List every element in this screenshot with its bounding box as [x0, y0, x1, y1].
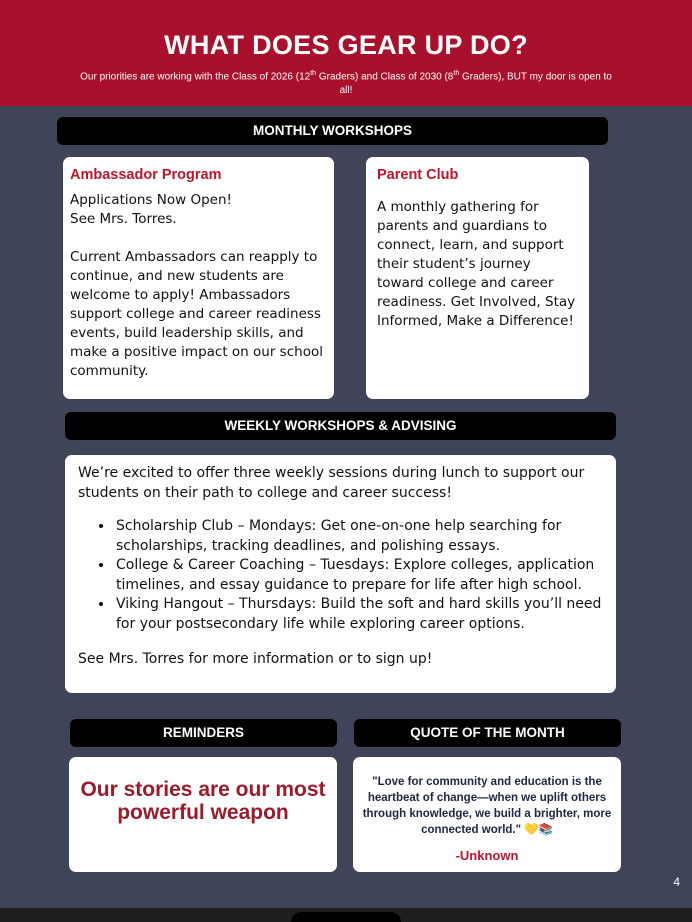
list-item: • Viking Hangout – Thursdays: Build the soft and hard skills you’ll need for your postsecondary life while exploring career options. [114, 595, 602, 634]
ambassador-program-text: Applications Now Open! See Mrs. Torres. Current Ambassadors can reapply to continue, and new students are welcome to apply! Ambassadors support college and career readiness events, build leadership skills, and make a positive impact on our school community. [70, 192, 323, 379]
list-item: • College & Career Coaching – Tuesdays: Explore colleges, application timelines, and essay guidance to prepare for life after high school. [114, 556, 602, 595]
reminders-heading: REMINDERS [70, 719, 337, 747]
page-subtitle: Our priorities are working with the Class of 2026 (12th Graders) and Class of 2030 (8th Graders), BUT my door is open to all! [80, 70, 612, 97]
parent-club-card [366, 157, 589, 399]
page-number: 4 [673, 875, 680, 889]
ambassador-program-card [63, 157, 334, 399]
reminders-text: Our stories are our most powerful weapon [80, 778, 326, 824]
quote-heading: QUOTE OF THE MONTH [354, 719, 621, 747]
page-header [0, 0, 692, 106]
parent-club-text: A monthly gathering for parents and guardians to connect, learn, and support their student’s journey toward college and career readiness. Get Involved, Stay Informed, Make a Difference! [377, 199, 576, 329]
page-title: WHAT DOES GEAR UP DO? [164, 30, 528, 60]
weekly-sessions-list [114, 517, 602, 634]
quote-text: "Love for community and education is the heartbeat of change—when we uplift others through knowledge, we build a brighter, more connected world." 💛📚 [362, 776, 612, 836]
ambassador-program-title: Ambassador Program [70, 167, 222, 183]
quote-card [353, 757, 621, 872]
weekly-outro-text: See Mrs. Torres for more information or to sign up! [78, 651, 433, 667]
reminders-card [69, 757, 337, 872]
parent-club-title: Parent Club [377, 167, 459, 183]
weekly-workshops-card [65, 455, 616, 693]
list-item: • Scholarship Club – Mondays: Get one-on-one help searching for scholarships, tracking deadlines, and polishing essays. [114, 517, 602, 556]
monthly-workshops-heading: MONTHLY WORKSHOPS [57, 117, 608, 145]
bottom-toolbar-tab[interactable] [291, 912, 401, 922]
weekly-intro-text: We’re excited to offer three weekly sessions during lunch to support our students on their path to college and career success! [78, 465, 585, 501]
weekly-workshops-heading: WEEKLY WORKSHOPS & ADVISING [65, 412, 616, 440]
quote-author: -Unknown [455, 848, 519, 863]
